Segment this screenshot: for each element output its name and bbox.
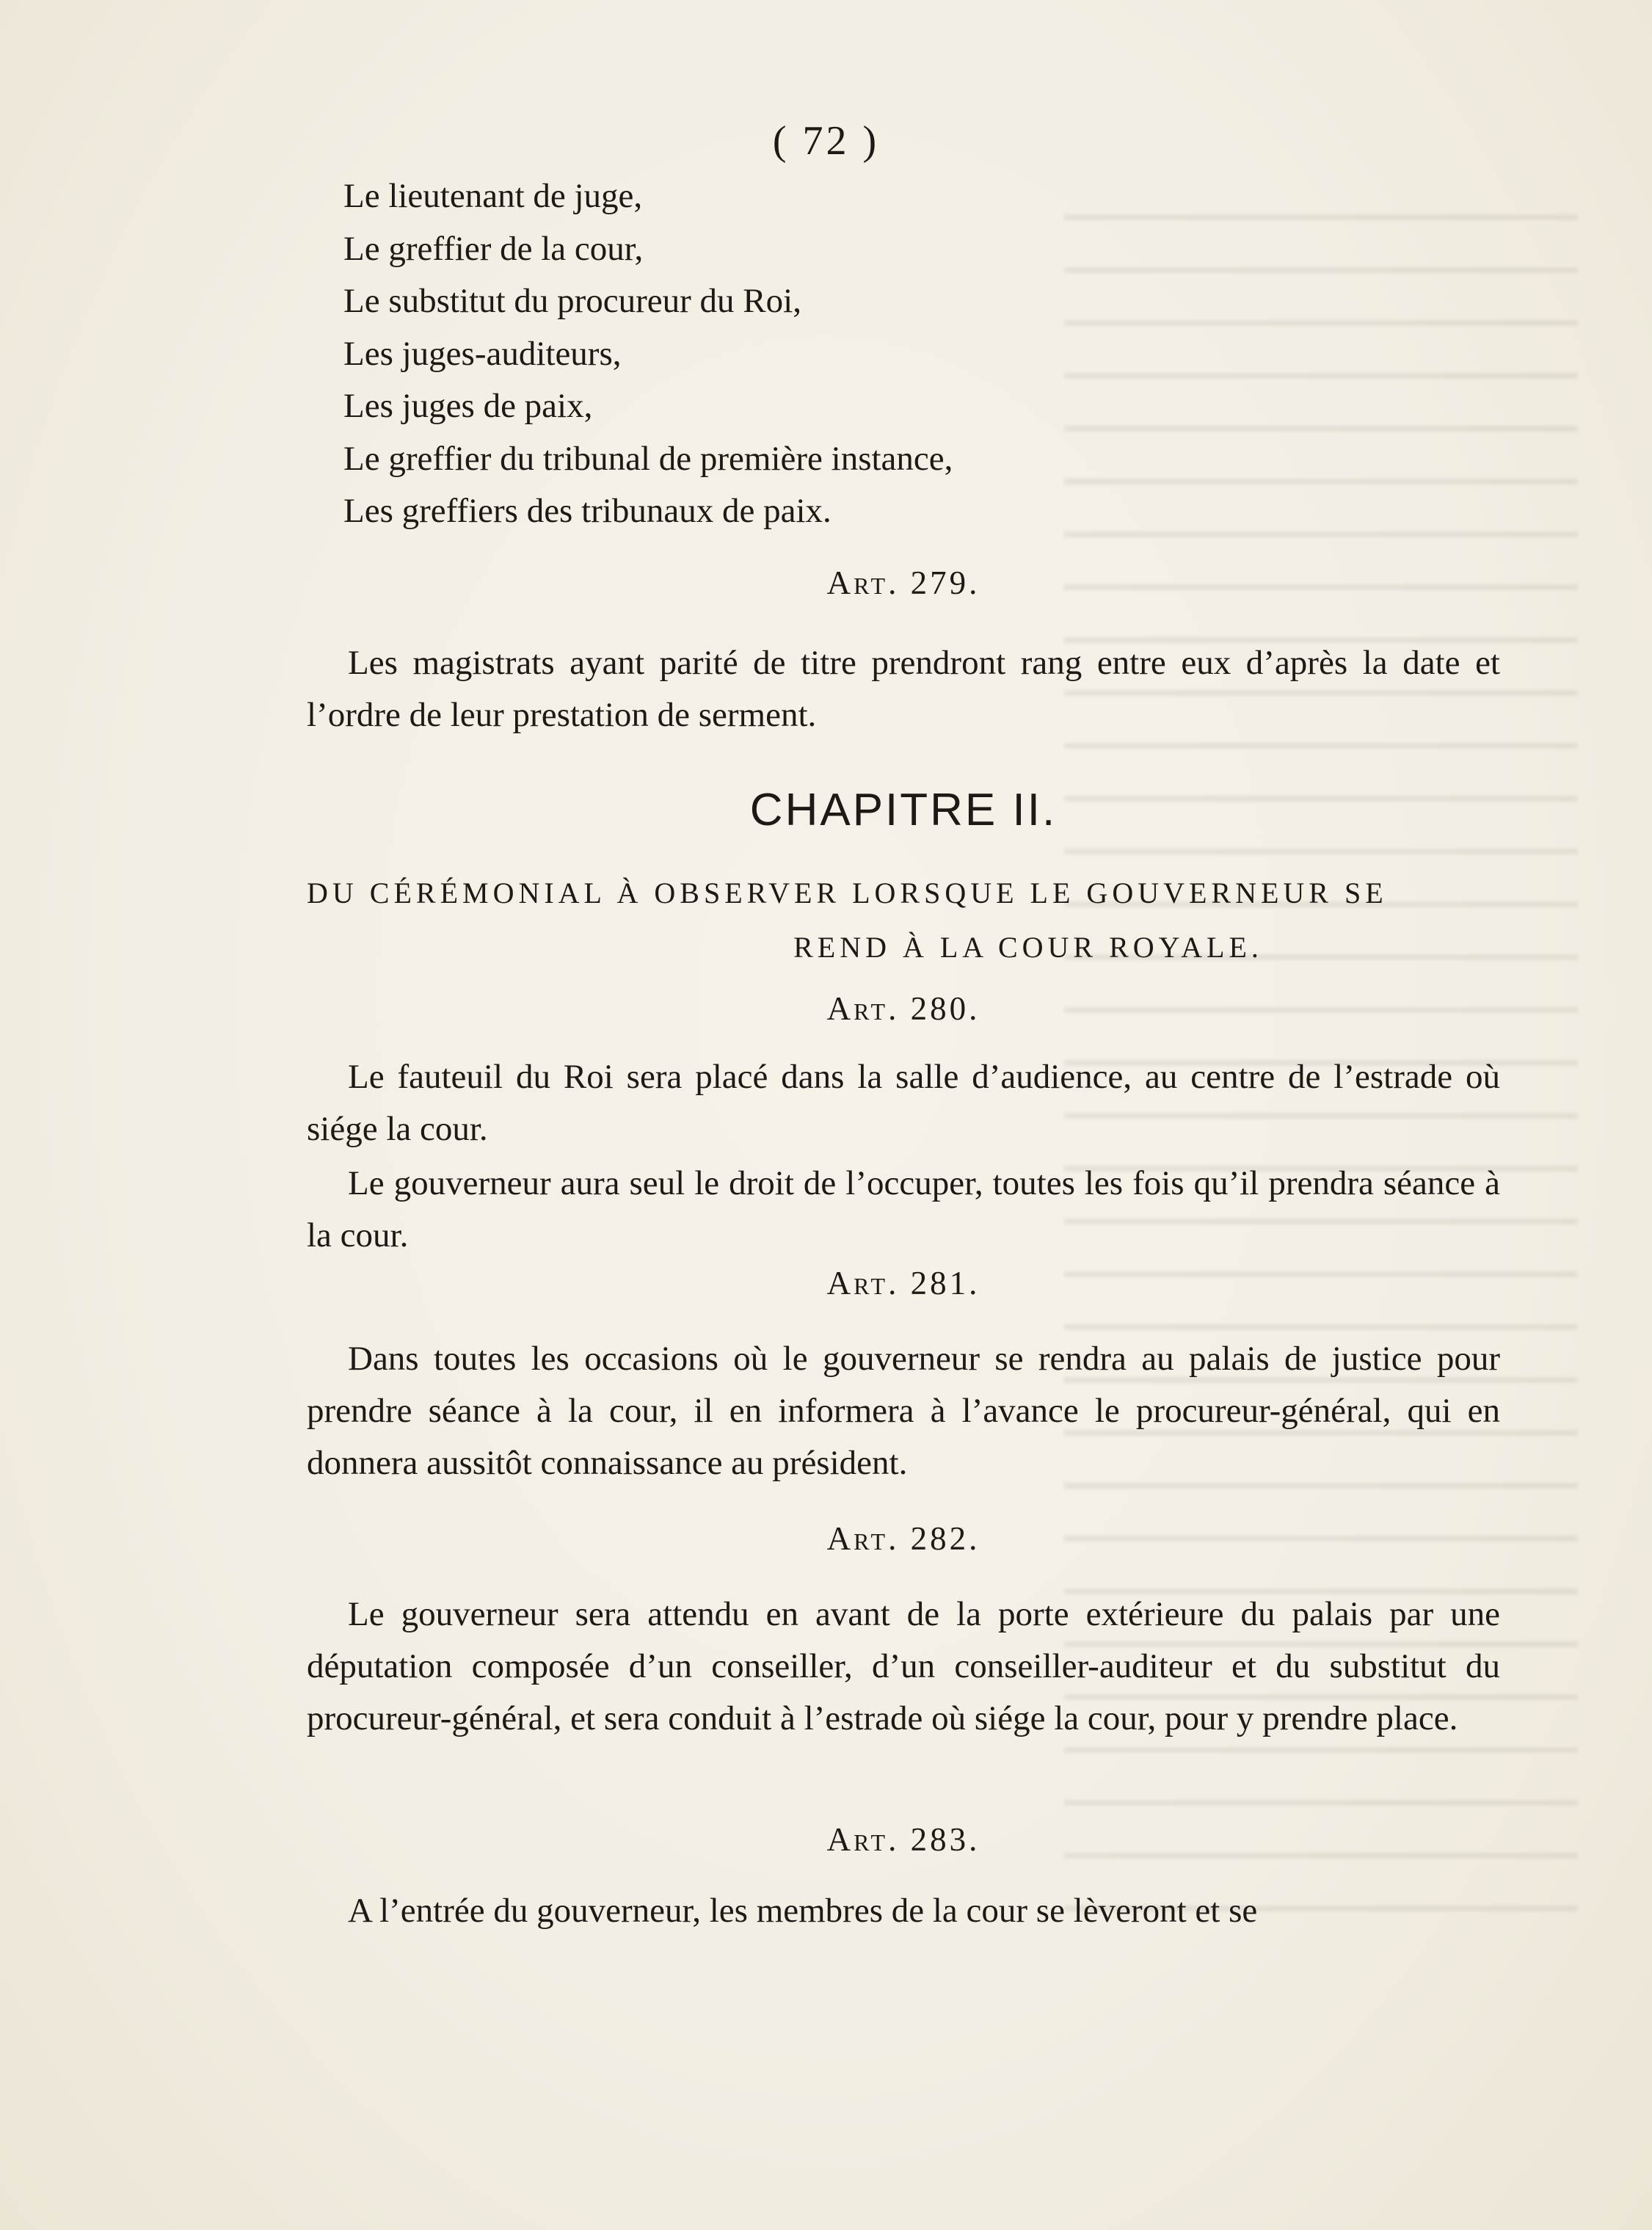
article-279-text: Les magistrats ayant parité de titre prendront rang entre eux d’après la date et l’ordre de leur prestation de serment. (307, 644, 1500, 734)
page-number: ( 72 ) (772, 118, 880, 164)
list-item: Le lieutenant de juge, (343, 177, 643, 215)
precedence-list (307, 170, 1500, 538)
article-279-heading: Art. 279. (826, 564, 980, 601)
chapter-subtitle-line-1: DU CÉRÉMONIAL À OBSERVER LORSQUE LE GOUVERNEUR SE (307, 876, 1388, 909)
list-item: Le greffier de la cour, (343, 229, 644, 268)
list-item: Les greffiers des tribunaux de paix. (343, 492, 832, 530)
article-281-text: Dans toutes les occasions où le gouverneur se rendra au palais de justice pour prendre séance à la cour, il en informera à l’avance le procureur-général, qui en donnera aussitôt connaissance au président. (307, 1340, 1500, 1482)
chapter-title: CHAPITRE II. (749, 785, 1058, 835)
article-282-text: Le gouverneur sera attendu en avant de la porte extérieure du palais par une députation composée d’un conseiller, d’un conseiller-auditeur et du substitut du procureur-général, et sera conduit à l’estrade où siége la cour, pour y prendre place. (307, 1595, 1500, 1737)
list-item: Les juges-auditeurs, (343, 334, 622, 373)
list-item: Les juges de paix, (343, 387, 593, 425)
chapter-subtitle (307, 866, 1500, 975)
article-283-heading: Art. 283. (826, 1821, 980, 1858)
list-item: Le substitut du procureur du Roi, (343, 282, 801, 320)
article-280-text-2: Le gouverneur aura seul le droit de l’occuper, toutes les fois qu’il prendra séance à la cour. (307, 1164, 1500, 1254)
article-280-heading: Art. 280. (826, 990, 980, 1027)
article-283-text: A l’entrée du gouverneur, les membres de la cour se lèveront et se (348, 1892, 1258, 1930)
chapter-subtitle-line-2: REND À LA COUR ROYALE. (793, 931, 1263, 964)
list-item: Le greffier du tribunal de première instance, (343, 439, 953, 478)
article-281-heading: Art. 281. (826, 1265, 980, 1301)
article-280-text-1: Le fauteuil du Roi sera placé dans la salle d’audience, au centre de l’estrade où siége la cour. (307, 1058, 1500, 1148)
article-282-heading: Art. 282. (826, 1520, 980, 1557)
